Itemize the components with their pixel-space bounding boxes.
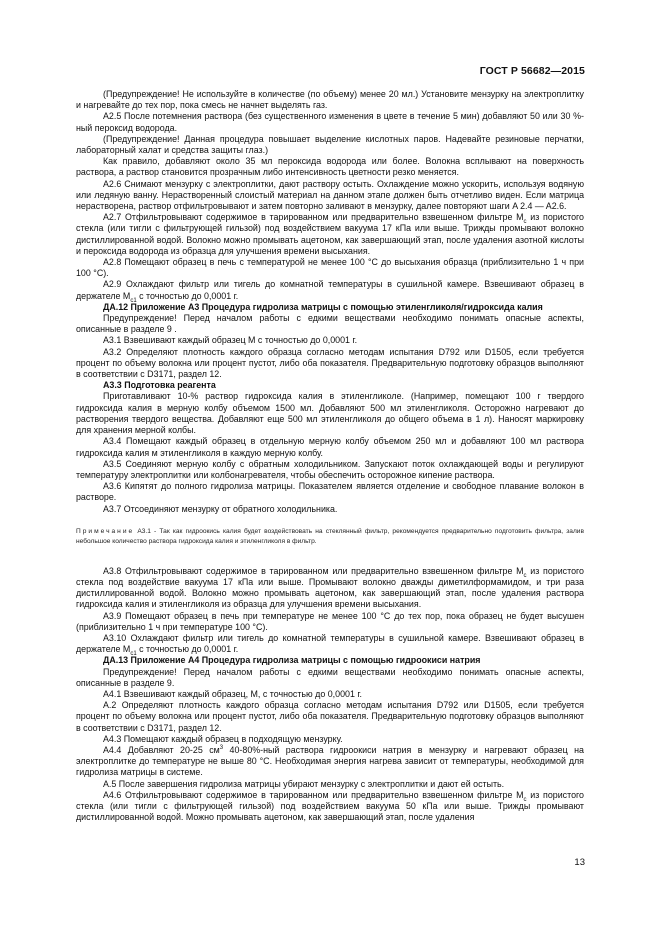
paragraph: A4.1 Взвешивают каждый образец, M, с точностью до 0,0001 г.: [103, 688, 362, 699]
text: из пористого стекла (или тигли с фильтрующей гильзой) под воздействием вакуума 50 кПа или выше. Трижды промывают дистиллированной водой. Можно промывать ацетоном, как завершающий этап, после удаления: [76, 789, 584, 823]
paragraph: A3.1 Взвешивают каждый образец M с точностью до 0,0001 г.: [103, 335, 358, 346]
paragraph: A.2 Определяют плотность каждого образца согласно методам испытания D792 или D1505, если требуется процент по объему волокна или процент пустот, либо оба показателя. Предварительную подготовку образцов выполняют в соответствии с D3171, раздел 12.: [76, 700, 584, 733]
subscript: c1: [130, 297, 137, 304]
paragraph: A3.9 Помещают образец в печь при температуре не менее 100 °С до тех пор, пока образец не будет высушен (приблизительно 1 ч при температуре 100 °С).: [76, 610, 584, 632]
paragraph: A2.6 Снимают мензурку с электроплитки, дают раствору остыть. Охлаждение можно ускорить, используя водяную или ледяную ванну. Нерастворенный слоистый материал на данном этапе должен быть отчетливо виден. Если матрица нерастворена, раствор отфильтровывают и затем повторно заливают в мензурку, далее повторяют шаги A 2.4 — A2.6.: [76, 178, 584, 212]
text: из пористого стекла под воздействие вакуума 17 кПа или выше. Промывают волокно дважды диметилформамидом, и три раза дистиллированной водой. Волокно можно промывать ацетоном, как завершающий этап, после удаления раствора гидроксида калия и этиленгликоля из образца для улучшения времени высыхания.: [76, 565, 584, 610]
section-heading: ДА.13 Приложение A4 Процедура гидролиза матрицы с помощью гидроокиси натрия: [103, 655, 481, 666]
subscript: c1: [130, 650, 137, 657]
section-heading: ДА.12 Приложение A3 Процедура гидролиза матрицы с помощью этиленгликоля/гидроксида калия: [103, 301, 543, 312]
paragraph: A3.2 Определяют плотность каждого образца согласно методам испытания D792 или D1505, если требуется процент по объему волокна или процент пустот, либо оба показателя. Предварительную подготовку образцов выполняют в соответствии с D3171, раздел 12.: [76, 346, 584, 380]
paragraph: [76, 633, 584, 655]
text: с точностью до 0,0001 г.: [136, 290, 239, 301]
paragraph: (Предупреждение! Не используйте в количестве (по объему) менее 20 мл.) Установите мензурку на электроплитку и нагревайте до тех пор, пока смесь не начнет выделять газ.: [76, 89, 584, 111]
paragraph: A3.4 Помещают каждый образец в отдельную мерную колбу объемом 250 мл и добавляют 100 мл раствора гидроксида калия м этиленгликоля в каждую мерную колбу.: [76, 436, 584, 458]
note: [76, 527, 584, 547]
text: 40-80%-ный раствора гидроокиси натрия в мензурку и нагревают образец на электроплитке до температуре не выше 80 °С. Необходимая энергия нагрева зависит от температуры, необходимой для гидролиза матрицы в системе.: [76, 744, 584, 778]
text: A2.7 Отфильтровывают содержимое в тарированном или предварительно взвешенном фильтре M: [103, 212, 524, 223]
paragraph: A3.7 Отсоединяют мензурку от обратного холодильника.: [103, 503, 338, 514]
paragraph: A2.5 После потемнения раствора (без существенного изменения в цвете в течение 5 мин) добавляют 50 или 30 %-ный пероксид водорода.: [76, 111, 584, 133]
subsection-heading: A3.3 Подготовка реагента: [103, 380, 216, 391]
text: A2.9 Охлаждают фильтр или тигель до комнатной температуры в сушильной камере. Взвешивают образец в держателе M: [76, 279, 584, 301]
paragraph: Приготавливают 10-% раствор гидроксида калия в этиленгликоле. (Например, помещают 100 г твердого гидроксида калия в мерную колбу объемом 1500 мл. Добавляют 500 мл этиленгликоля. Осторожно нагревают до растворения твердого вещества. Добавляют еще 500 мл этиленгликоля до общего объема в 1 л). Наносят маркировку для хранения мерной колбы.: [76, 391, 584, 436]
paragraph: [76, 212, 584, 257]
text: A4.4 Добавляют 20-25 см: [103, 744, 220, 755]
paragraph: A.5 После завершения гидролиза матрицы убирают мензурку с электроплитки и дают ей остыть.: [103, 778, 505, 789]
paragraph: [76, 279, 584, 304]
paragraph: A2.8 Помещают образец в печь с температурой не менее 100 °С до высыхания образца (приблизительно 1 ч при 100 °С).: [76, 257, 584, 279]
subscript: c: [523, 796, 527, 803]
paragraph: (Предупреждение! Данная процедура повышает выделение кислотных паров. Надевайте резиновые перчатки, лабораторный халат и средства защиты глаз.): [76, 133, 584, 156]
text: A3.8 Отфильтровывают содержимое в тарированном или предварительно взвешенном фильтре M: [103, 565, 524, 576]
paragraph: Как правило, добавляют около 35 мл пероксида водорода или более. Волокна всплывают на поверхность раствора, а раствор становится прозрачным либо интенсивность цветности резко меняется.: [76, 156, 584, 178]
standard-header: ГОСТ Р 56682—2015: [479, 65, 585, 77]
paragraph: Предупреждение! Перед началом работы с едкими веществами необходимо понимать опасные аспекты, описанные в разделе 9.: [76, 666, 584, 688]
document-body: [76, 89, 584, 823]
paragraph: A3.5 Соединяют мерную колбу с обратным холодильником. Запускают поток охлаждающей воды и регулируют температуру электроплитки или колбонагревателя, чтобы обеспечить осторожное кипение раствора.: [76, 458, 584, 480]
paragraph: A4.3 Помещают каждый образец в подходящую мензурку.: [103, 733, 343, 744]
paragraph: Предупреждение! Перед началом работы с едкими веществами необходимо понимать опасные аспекты, описанные в разделе 9 .: [76, 313, 584, 335]
text: A3.10 Охлаждают фильтр или тигель до комнатной температуры в сушильной камере. Взвешивают образец в держателе M: [76, 632, 584, 655]
paragraph: [76, 566, 584, 611]
note-text: A3.1 - Так как гидроокись калия будет воздействовать на стеклянный фильтр, рекомендуется предварительно подготовить фильтра, залив небольшое количество раствора гидроксида калия и этиленгликоля в фильтр.: [76, 527, 584, 545]
paragraph: A3.6 Кипятят до полного гидролиза матрицы. Показателем является отделение и свободное плавание волокон в растворе.: [76, 481, 584, 503]
text: из пористого стекла (или тигли с фильтрующей гильзой) под воздействием вакуума 17 кПа или выше. Трижды промывают волокно дистиллированной водой. Волокно можно промывать ацетоном, как завершающий этап, после удаления азотной кислоты и пероксида водорода из образца для улучшения времени высыхания.: [76, 212, 584, 256]
superscript: 3: [219, 745, 224, 751]
text: A4.6 Отфильтровывают содержимое в тарированном или предварительно взвешенном фильтре M: [103, 789, 524, 800]
note-label: Примечание: [76, 527, 135, 535]
paragraph: [76, 790, 584, 824]
subscript: c: [523, 572, 527, 579]
page-number: 13: [574, 857, 585, 868]
subscript: c: [523, 219, 527, 226]
text: с точностью до 0,0001 г.: [136, 644, 239, 655]
paragraph: [76, 745, 584, 779]
